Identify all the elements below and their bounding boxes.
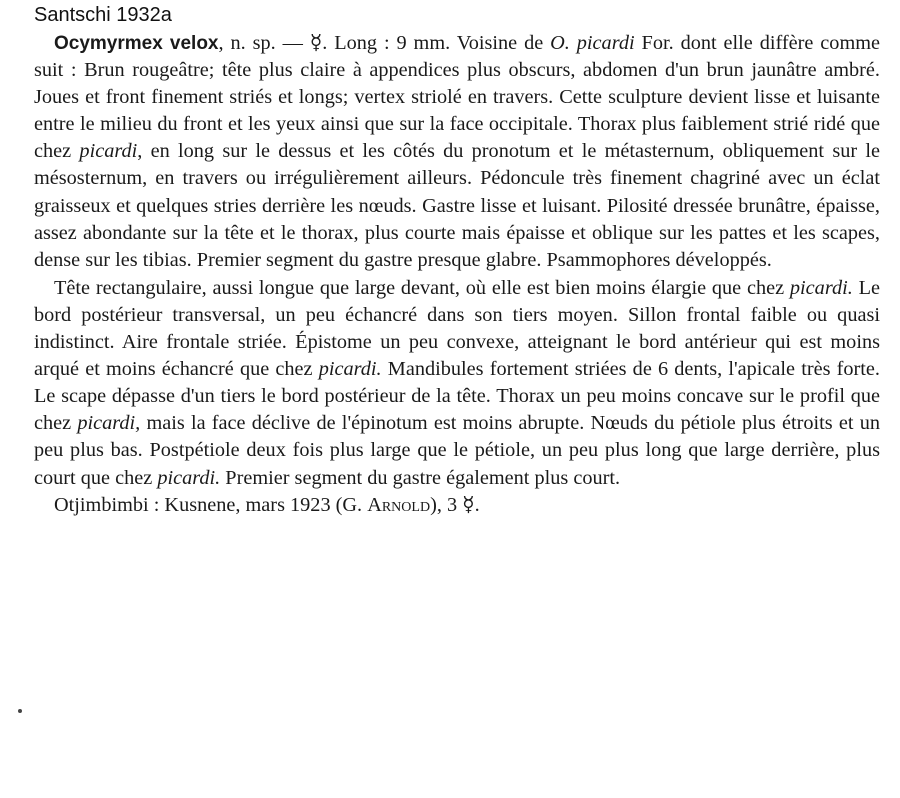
italic-taxon: picardi [79,140,138,163]
text-run: Mandibules fortement striées de 6 dents, l'apicale très forte. Le scape dépasse d'un tiers le bord postérieur de la tête. Thorax un peu moins concave sur le profil que chez [34,358,881,435]
description-paragraph-2 [34,275,880,492]
locality-line [34,492,880,519]
citation-label: Santschi 1932a [34,4,172,26]
text-run: ), 3 ☿. [430,493,480,516]
text-run: For. dont elle diffère comme suit : Brun rougeâtre; tête plus claire à appendices plus obscurs, abdomen d'un brun jaunâtre ambré. Joues et front finement striés et longs; vertex striolé en travers. Cette sculpture devient lisse et luisante entre le milieu du front et les yeux ainsi que sur la face occipitale. Thorax plus faiblement strié ridé que chez [34,32,880,163]
italic-taxon: picardi. [318,358,382,381]
collector-name: Arnold [367,493,431,516]
text-run: , en long sur le dessus et les côtés du pronotum et le métasternum, obliquement sur le mésosternum, en travers ou irrégulièrement ailleurs. Pédoncule très finement chagriné avec un éclat graisseux et quelques stries derrière les nœuds. Gastre lisse et luisant. Pilosité dressée brunâtre, épaisse, assez abondante sur la tête et le thorax, plus courte mais épaisse et oblique sur les pattes et les scapes, dense sur les tibias. Premier segment du gastre presque glabre. Psammophores développés. [34,140,881,271]
italic-taxon: picardi. [789,276,853,299]
text-run: , n. sp. — ☿. Long : 9 mm. Voisine de [218,32,551,54]
text-run: mais la face déclive de l'épinotum est moins abrupte. Nœuds du pétiole plus étroits et un peu plus bas. Postpétiole deux fois plus large que le pétiole, un peu plus long que large derrière, plus court que chez [34,412,880,489]
italic-taxon: picardi, [77,412,141,435]
text-run: Otjimbimbi : Kusnene, mars 1923 (G. [54,493,368,516]
species-name: Ocymyrmex velox [54,33,219,54]
description-paragraph-1 [34,30,880,274]
text-run: Premier segment du gastre également plus court. [220,466,621,489]
scan-speck [18,709,22,713]
text-run: Le bord postérieur transversal, un peu échancré dans son tiers moyen. Sillon frontal faible ou quasi indistinct. Aire frontale striée. Épistome un peu convexe, atteignant le bord antérieur qui est moins arqué et moins échancré que chez [34,276,880,381]
italic-taxon: picardi. [157,466,221,489]
italic-taxon: O. picardi [550,32,635,54]
text-run: Tête rectangulaire, aussi longue que large devant, où elle est bien moins élargie que chez [54,276,790,299]
species-description [34,30,880,519]
